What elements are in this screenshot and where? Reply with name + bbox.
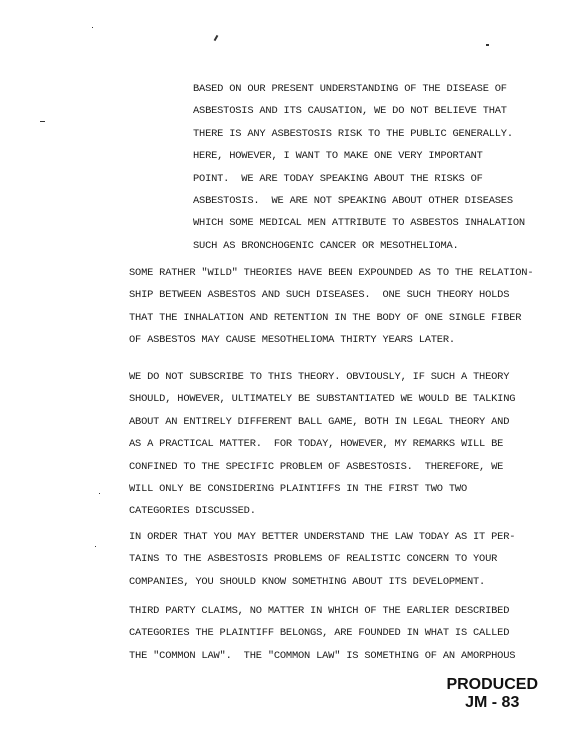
text-line: COMPANIES, YOU SHOULD KNOW SOMETHING ABOUT ITS DEVELOPMENT. — [129, 575, 486, 588]
text-line: WHICH SOME MEDICAL MEN ATTRIBUTE TO ASBESTOS INHALATION — [193, 217, 525, 230]
paragraph-5 — [129, 600, 515, 667]
text-line: THE "COMMON LAW". THE "COMMON LAW" IS SOMETHING OF AN AMORPHOUS — [129, 649, 516, 662]
scan-speck — [92, 27, 93, 28]
produced-stamp — [446, 676, 538, 712]
text-line: WE DO NOT SUBSCRIBE TO THIS THEORY. OBVIOUSLY, IF SUCH A THEORY — [129, 371, 510, 383]
text-line: AS A PRACTICAL MATTER. FOR TODAY, HOWEVER, MY REMARKS WILL BE — [129, 438, 504, 451]
paragraph-3 — [129, 366, 515, 523]
stamp-line-1: PRODUCED — [446, 676, 538, 693]
text-line: ASBESTOSIS AND ITS CAUSATION, WE DO NOT BELIEVE THAT — [193, 105, 507, 118]
text-line: TAINS TO THE ASBESTOSIS PROBLEMS OF REALISTIC CONCERN TO YOUR — [129, 553, 498, 566]
text-line: ASBESTOSIS. WE ARE NOT SPEAKING ABOUT OTHER DISEASES — [193, 194, 513, 207]
paragraph-2 — [129, 262, 533, 352]
text-line: HERE, HOWEVER, I WANT TO MAKE ONE VERY IMPORTANT — [193, 150, 483, 163]
stamp-line-2: JM - 83 — [465, 694, 520, 711]
text-line: THIRD PARTY CLAIMS, NO MATTER IN WHICH OF THE EARLIER DESCRIBED — [129, 605, 510, 617]
text-line: THAT THE INHALATION AND RETENTION IN THE BODY OF ONE SINGLE FIBER — [129, 311, 522, 324]
scan-speck — [214, 35, 219, 41]
text-line: THERE IS ANY ASBESTOSIS RISK TO THE PUBLIC GENERALLY. — [193, 127, 513, 140]
text-line: OF ASBESTOS MAY CAUSE MESOTHELIOMA THIRTY YEARS LATER. — [129, 334, 455, 347]
scan-speck — [40, 121, 45, 122]
text-line: CATEGORIES THE PLAINTIFF BELONGS, ARE FOUNDED IN WHAT IS CALLED — [129, 627, 510, 640]
text-line: CATEGORIES DISCUSSED. — [129, 505, 256, 518]
text-line: SUCH AS BRONCHOGENIC CANCER OR MESOTHELIOMA. — [193, 239, 459, 252]
text-line: CONFINED TO THE SPECIFIC PROBLEM OF ASBESTOSIS. THEREFORE, WE — [129, 460, 504, 473]
scan-speck — [486, 44, 489, 46]
text-line: WILL ONLY BE CONSIDERING PLAINTIFFS IN THE FIRST TWO TWO — [129, 482, 467, 495]
paragraph-4 — [129, 526, 515, 593]
text-line: POINT. WE ARE TODAY SPEAKING ABOUT THE RISKS OF — [193, 172, 483, 185]
scan-speck — [95, 546, 96, 547]
text-line: BASED ON OUR PRESENT UNDERSTANDING OF THE DISEASE OF — [193, 83, 507, 95]
text-line: IN ORDER THAT YOU MAY BETTER UNDERSTAND THE LAW TODAY AS IT PER- — [129, 531, 516, 543]
text-line: ABOUT AN ENTIRELY DIFFERENT BALL GAME, BOTH IN LEGAL THEORY AND — [129, 415, 510, 428]
paragraph-1 — [193, 78, 525, 257]
scan-speck — [99, 493, 100, 494]
text-line: SHIP BETWEEN ASBESTOS AND SUCH DISEASES. ONE SUCH THEORY HOLDS — [129, 289, 510, 302]
text-line: SOME RATHER "WILD" THEORIES HAVE BEEN EXPOUNDED AS TO THE RELATION- — [129, 267, 534, 279]
text-line: SHOULD, HOWEVER, ULTIMATELY BE SUBSTANTIATED WE WOULD BE TALKING — [129, 393, 516, 406]
